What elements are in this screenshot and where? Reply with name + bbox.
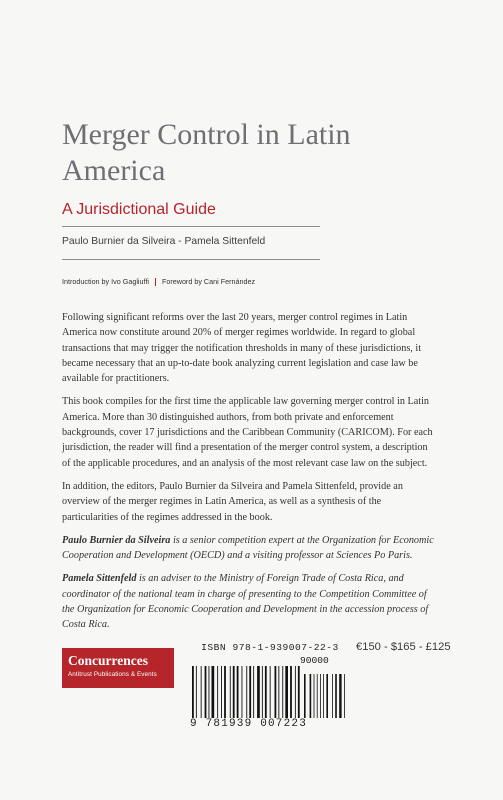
isbn-text: ISBN 978-1-939007-22-3 [201,642,339,653]
book-title: Merger Control in Latin America [62,118,351,187]
foreword-credit: Foreword by Cani Fernández [161,277,256,286]
book-subtitle: A Jurisdictional Guide [62,201,216,218]
divider-bottom [62,259,320,260]
credits-line [62,277,255,286]
authors-line: Paulo Burnier da Silveira - Pamela Sittenfeld [62,236,266,247]
description-paragraph-1: Following significant reforms over the last 20 years, merger control regimes in Latin America now constitute around 20% of merger regimes worldwide. In regard to global transactions that may trigger the notification thresholds in many of these jurisdictions, it became necessary that an up-to-date book analyzing current legislation and case law be available for practitioners. [62,312,422,385]
description-paragraph-2: This book compiles for the first time the applicable law governing merger control in Latin America. More than 30 distinguished authors, from both private and enforcement backgrounds, cover 17 jurisdictions and the Caribbean Community (CARICOM). For each jurisdiction, the reader will find a presentation of the merger control system, a description of the applicable procedures, and an analysis of the most relevant case law on the subject. [62,396,433,469]
divider-top [62,226,320,227]
author-bio-text: is an adviser to the Ministry of Foreign Trade of Costa Rica, and coordinator of the national team in charge of presenting to the Competition Committee of the Organization for Economic Cooperation and Development in the accession process of Costa Rica. [62,573,429,631]
publisher-tagline: Antitrust Publications & Events [68,671,157,678]
barcode-number: 9 781939 007223 [190,718,308,730]
author-bio-text: is a senior competition expert at the Organization for Economic Cooperation and Development (OECD) and a visiting professor at Sciences Po Paris. [62,534,434,562]
barcode-addon-code: 90000 [300,655,329,666]
author-bio-name: Pamela Sittenfeld [62,573,137,585]
barcode-icon [190,666,348,718]
price-text: €150 - $165 - £125 [356,641,451,653]
author-bio-name: Paulo Burnier da Silveira [62,534,171,546]
author-bio-1 [62,533,434,564]
publisher-name: Concurrences [68,653,148,668]
publisher-logo [62,648,174,688]
credits-separator [155,278,156,286]
description-text [62,310,434,641]
description-paragraph-3: In addition, the editors, Paulo Burnier da Silveira and Pamela Sittenfeld, provide an overview of the merger regimes in Latin America, as well as a synthesis of the particularities of the regimes addressed in the book. [62,480,403,523]
author-bio-2 [62,571,434,632]
introduction-credit: Introduction by Ivo Gagliuffi [62,277,149,286]
